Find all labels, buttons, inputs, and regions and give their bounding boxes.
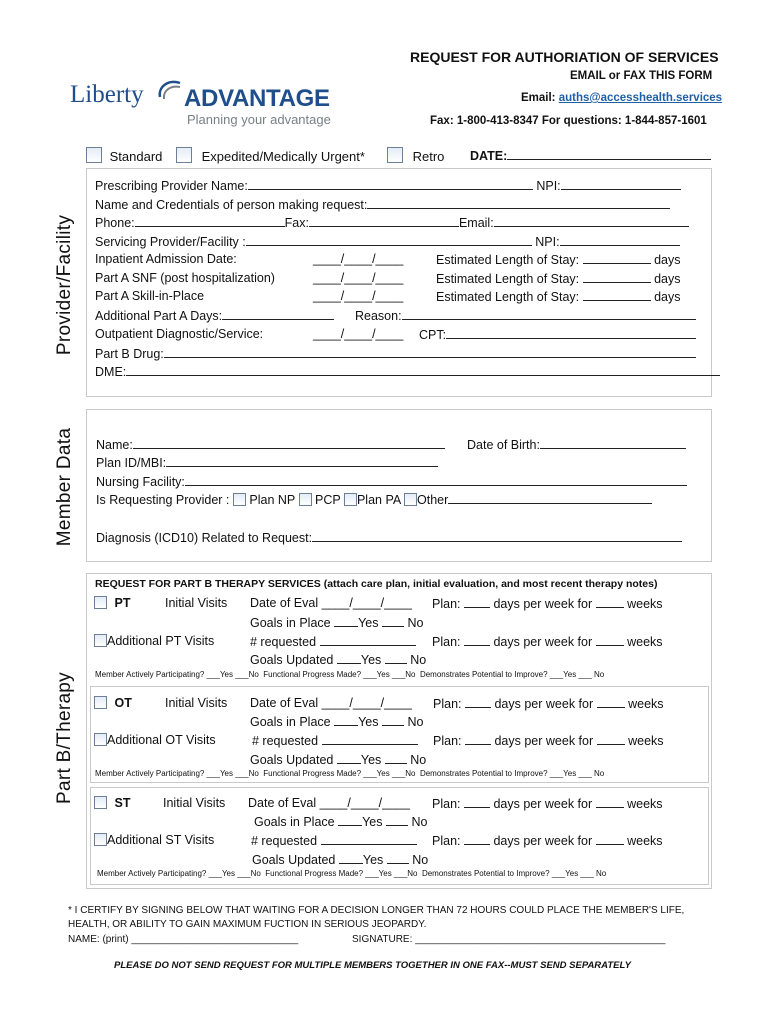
inpatient-label: Inpatient Admission Date: — [95, 252, 237, 266]
days-input[interactable] — [464, 833, 490, 845]
st-code: ST — [114, 796, 131, 810]
ot-additional-row — [94, 733, 216, 748]
prescribing-provider-label: Prescribing Provider Name: — [95, 179, 248, 193]
section-label-provider: Provider/Facility — [54, 214, 75, 356]
date-input[interactable] — [507, 148, 711, 160]
goals-yes-input[interactable] — [338, 814, 362, 826]
weeks-label: weeks — [627, 597, 663, 611]
goals-in-place-label: Goals in Place — [250, 616, 331, 630]
days-per-week-label: days per week for — [493, 834, 593, 848]
name-print-field[interactable]: NAME: (print) ______________________________ — [68, 934, 299, 945]
days-per-week-label: days per week for — [493, 597, 593, 611]
expedited-option — [176, 147, 365, 164]
ot-plan-row-2 — [433, 733, 664, 749]
outpatient-label: Outpatient Diagnostic/Service: — [95, 327, 264, 341]
participating-label: Member Actively Participating? ___Yes ___No — [97, 869, 261, 878]
plan-label: Plan: — [432, 635, 461, 649]
yes-label: Yes — [358, 616, 379, 630]
days-per-week-label: days per week for — [493, 635, 593, 649]
skill-date-input[interactable]: ____/____/____ — [313, 289, 404, 303]
diagnosis-row — [96, 530, 682, 546]
weeks-label: weeks — [627, 635, 663, 649]
date-field — [470, 148, 711, 163]
standard-checkbox[interactable] — [86, 147, 102, 163]
pt-checkbox[interactable] — [94, 596, 107, 609]
other-input[interactable] — [448, 492, 652, 504]
weeks-input[interactable] — [596, 634, 624, 646]
dme-input[interactable] — [126, 364, 720, 376]
reason-label: Reason: — [355, 309, 402, 323]
other-checkbox[interactable] — [404, 493, 417, 506]
member-name-row — [96, 437, 445, 453]
yes-label: Yes — [362, 853, 384, 867]
certify-line-2: HEALTH, OR ABILITY TO GAIN MAXIMUM FUCTION IN SERIOUS JEOPARDY. — [68, 919, 427, 930]
potential-label: Demonstrates Potential to Improve? ___Yes ___ No — [419, 769, 605, 778]
requesting-provider-row — [96, 492, 652, 508]
other-label: Other — [417, 493, 449, 507]
requested-input[interactable] — [320, 634, 416, 646]
weeks-label: weeks — [628, 697, 664, 711]
progress-label: Functional Progress Made? ___Yes ___No — [265, 869, 418, 878]
yes-label: Yes — [360, 753, 382, 767]
st-additional-checkbox[interactable] — [94, 833, 107, 846]
los-input[interactable] — [583, 289, 651, 301]
expedited-label: Expedited/Medically Urgent* — [201, 149, 365, 164]
weeks-input[interactable] — [597, 696, 625, 708]
retro-option — [387, 147, 444, 164]
name-credentials-label: Name and Credentials of person making request: — [95, 198, 368, 212]
potential-label: Demonstrates Potential to Improve? ___Yes ___ No — [419, 670, 605, 679]
pt-additional-checkbox[interactable] — [94, 634, 107, 647]
plan-label: Plan: — [432, 597, 461, 611]
st-additional-label: Additional ST Visits — [107, 833, 215, 847]
snf-label: Part A SNF (post hospitalization) — [95, 271, 275, 285]
requested-input[interactable] — [322, 733, 418, 745]
plan-id-row — [96, 455, 438, 471]
st-row-initial — [94, 796, 130, 811]
pt-row-initial — [94, 596, 130, 611]
yes-label: Yes — [358, 715, 379, 729]
requested-label: # requested — [250, 635, 317, 649]
goals-in-place-label: Goals in Place — [250, 715, 331, 729]
logo-swoosh-icon — [156, 77, 184, 105]
weeks-label: weeks — [627, 834, 663, 848]
cpt-row — [419, 327, 696, 343]
st-initial-visits-label: Initial Visits — [163, 796, 226, 810]
ot-goals-place-row — [250, 714, 423, 730]
st-checkbox[interactable] — [94, 796, 107, 809]
no-label: No — [411, 815, 428, 829]
weeks-label: weeks — [628, 734, 664, 748]
no-label: No — [407, 616, 424, 630]
weeks-input[interactable] — [596, 833, 624, 845]
name-credentials-input[interactable] — [367, 197, 670, 209]
certify-line-1: * I CERTIFY BY SIGNING BELOW THAT WAITING FOR A DECISION LONGER THAN 72 HOURS COULD PLACE THE MEMBER'S LIFE, — [68, 905, 685, 916]
phone-input[interactable] — [135, 215, 285, 227]
email-fax-instruction: EMAIL or FAX THIS FORM — [570, 70, 713, 82]
no-label: No — [410, 753, 427, 767]
days-per-week-label: days per week for — [494, 734, 594, 748]
plan-id-label: Plan ID/MBI: — [96, 456, 167, 470]
ot-checkbox[interactable] — [94, 696, 107, 709]
signature-field[interactable]: SIGNATURE: _____________________________________________ — [352, 934, 666, 945]
fax-line: Fax: 1-800-413-8347 For questions: 1-844-857-1601 — [430, 115, 707, 127]
section-label-member: Member Data — [54, 427, 75, 547]
pcp-label: PCP — [314, 493, 341, 507]
days-label: days — [654, 290, 681, 304]
skill-in-place-label: Part A Skill-in-Place — [95, 289, 205, 303]
los-row-3 — [436, 289, 681, 305]
updated-yes-input[interactable] — [337, 752, 361, 764]
reason-input[interactable] — [402, 308, 696, 320]
snf-date-input[interactable]: ____/____/____ — [313, 271, 404, 285]
additional-days-input[interactable] — [222, 308, 334, 320]
goals-updated-label: Goals Updated — [252, 853, 336, 867]
los-input[interactable] — [583, 252, 651, 264]
eval-label: Date of Eval — [248, 796, 317, 810]
ot-requested-row — [252, 733, 418, 749]
st-plan-row-2 — [432, 833, 663, 849]
retro-checkbox[interactable] — [387, 147, 403, 163]
yes-label: Yes — [362, 815, 383, 829]
days-input[interactable] — [464, 634, 490, 646]
standard-label: Standard — [109, 149, 163, 164]
phone-label: Phone: — [95, 216, 135, 230]
no-label: No — [407, 715, 424, 729]
los-label: Estimated Length of Stay: — [436, 290, 580, 304]
goals-updated-label: Goals Updated — [250, 753, 334, 767]
participating-label: Member Actively Participating? ___Yes ___No — [95, 670, 259, 679]
npi-label: NPI: — [536, 179, 561, 193]
updated-no-input[interactable] — [387, 852, 409, 864]
prescribing-provider-row — [95, 178, 681, 194]
plan-id-input[interactable] — [166, 455, 438, 467]
updated-no-input[interactable] — [385, 652, 407, 664]
email-input[interactable] — [494, 215, 689, 227]
plan-pa-label: Plan PA — [356, 493, 401, 507]
therapy-heading: REQUEST FOR PART B THERAPY SERVICES (attach care plan, initial evaluation, and most recent therapy notes) — [95, 578, 658, 590]
ot-plan-row — [433, 696, 664, 712]
liberty-advantage-logo — [70, 81, 331, 127]
diagnosis-input[interactable] — [312, 530, 682, 542]
ot-eval-row — [250, 696, 412, 711]
yes-label: Yes — [360, 653, 382, 667]
additional-days-label: Additional Part A Days: — [95, 309, 223, 323]
days-label: days — [654, 272, 681, 286]
eval-label: Date of Eval — [250, 596, 319, 610]
st-plan-row — [432, 796, 663, 812]
days-input[interactable] — [464, 796, 490, 808]
no-label: No — [412, 853, 429, 867]
dob-label: Date of Birth: — [467, 438, 540, 452]
pt-plan-row-2 — [432, 634, 663, 650]
pt-additional-label: Additional PT Visits — [107, 634, 215, 648]
date-label: DATE: — [470, 149, 508, 163]
st-goals-place-row — [254, 814, 427, 830]
weeks-label: weeks — [627, 797, 663, 811]
logo-word-liberty: Liberty — [70, 81, 144, 108]
plan-label: Plan: — [433, 697, 462, 711]
dme-label: DME: — [95, 365, 127, 379]
requested-input[interactable] — [321, 833, 417, 845]
email-link[interactable]: auths@accesshealth.services — [558, 92, 723, 104]
plan-np-label: Plan NP — [249, 493, 296, 507]
servicing-provider-label: Servicing Provider/Facility : — [95, 235, 246, 249]
weeks-input[interactable] — [597, 733, 625, 745]
days-label: days — [654, 253, 681, 267]
multiple-members-warning: PLEASE DO NOT SEND REQUEST FOR MULTIPLE MEMBERS TOGETHER IN ONE FAX--MUST SEND SEPARATELY — [114, 960, 631, 971]
st-requested-row — [251, 833, 417, 849]
section-label-therapy: Part B/Therapy — [54, 672, 75, 804]
email-label: Email: — [521, 92, 556, 104]
progress-label: Functional Progress Made? ___Yes ___No — [263, 670, 416, 679]
pt-code: PT — [114, 596, 131, 610]
servicing-provider-row — [95, 234, 680, 250]
pt-eval-row — [250, 596, 412, 611]
weeks-input[interactable] — [596, 796, 624, 808]
ot-status-row — [95, 769, 604, 779]
los-input[interactable] — [583, 271, 651, 283]
eval-date-input[interactable]: ____/____/____ — [319, 796, 410, 810]
requested-label: # requested — [252, 734, 319, 748]
nursing-facility-input[interactable] — [185, 474, 687, 486]
partb-drug-row — [95, 346, 696, 362]
no-label: No — [410, 653, 427, 667]
fax-input[interactable] — [309, 215, 459, 227]
logo-tagline: Planning your advantage — [187, 112, 331, 127]
partb-drug-input[interactable] — [164, 346, 696, 358]
pt-plan-row — [432, 596, 663, 612]
email-label-provider: Email: — [458, 216, 494, 230]
eval-date-input[interactable]: ____/____/____ — [321, 596, 412, 610]
request-type-row — [86, 147, 162, 164]
nursing-facility-row — [96, 474, 687, 490]
eval-date-input[interactable]: ____/____/____ — [321, 696, 412, 710]
outpatient-date-input[interactable]: ____/____/____ — [313, 327, 404, 341]
requested-label: # requested — [251, 834, 318, 848]
pt-goals-place-row — [250, 615, 423, 631]
member-name-label: Name: — [96, 438, 133, 452]
los-label: Estimated Length of Stay: — [436, 253, 580, 267]
plan-label: Plan: — [432, 797, 461, 811]
logo-word-advantage: ADVANTAGE — [184, 85, 330, 112]
st-status-row — [97, 869, 606, 879]
nursing-facility-label: Nursing Facility: — [96, 475, 185, 489]
eval-label: Date of Eval — [250, 696, 319, 710]
pt-initial-visits-label: Initial Visits — [165, 596, 228, 610]
dob-input[interactable] — [540, 437, 686, 449]
npi-input[interactable] — [561, 178, 681, 190]
expedited-checkbox[interactable] — [176, 147, 192, 163]
retro-label: Retro — [412, 149, 445, 164]
pt-additional-row — [94, 634, 214, 649]
pt-requested-row — [250, 634, 416, 650]
pt-status-row — [95, 670, 604, 680]
phone-fax-email-row — [95, 215, 689, 231]
goals-no-input[interactable] — [386, 814, 408, 826]
diagnosis-label: Diagnosis (ICD10) Related to Request: — [96, 531, 313, 545]
potential-label: Demonstrates Potential to Improve? ___Yes ___ No — [421, 869, 607, 878]
st-additional-row — [94, 833, 214, 848]
goals-yes-input[interactable] — [334, 714, 358, 726]
updated-yes-input[interactable] — [337, 652, 361, 664]
requesting-provider-label: Is Requesting Provider : — [96, 493, 230, 507]
dob-row — [467, 437, 686, 453]
ot-additional-label: Additional OT Visits — [107, 733, 216, 747]
los-label: Estimated Length of Stay: — [436, 272, 580, 286]
servicing-provider-input[interactable] — [246, 234, 532, 246]
prescribing-provider-input[interactable] — [248, 178, 533, 190]
days-input[interactable] — [465, 696, 491, 708]
los-row-1 — [436, 252, 681, 268]
partb-drug-label: Part B Drug: — [95, 347, 164, 361]
inpatient-date-input[interactable]: ____/____/____ — [313, 252, 404, 266]
plan-label: Plan: — [433, 734, 462, 748]
cpt-input[interactable] — [446, 327, 696, 339]
servicing-npi-label: NPI: — [535, 235, 560, 249]
goals-no-input[interactable] — [382, 714, 404, 726]
servicing-npi-input[interactable] — [560, 234, 680, 246]
st-goals-updated-row — [252, 852, 428, 868]
form-title: REQUEST FOR AUTHORIATION OF SERVICES — [410, 49, 719, 65]
name-credentials-row — [95, 197, 670, 213]
additional-days-row — [95, 308, 334, 324]
days-per-week-label: days per week for — [494, 697, 594, 711]
updated-no-input[interactable] — [385, 752, 407, 764]
updated-yes-input[interactable] — [339, 852, 363, 864]
cpt-label: CPT: — [419, 328, 447, 342]
goals-updated-label: Goals Updated — [250, 653, 334, 667]
plan-pa-checkbox[interactable] — [344, 493, 357, 506]
ot-goals-updated-row — [250, 752, 426, 768]
reason-row — [355, 308, 696, 324]
ot-code: OT — [114, 696, 132, 710]
goals-in-place-label: Goals in Place — [254, 815, 335, 829]
participating-label: Member Actively Participating? ___Yes ___No — [95, 769, 259, 778]
days-input[interactable] — [465, 733, 491, 745]
progress-label: Functional Progress Made? ___Yes ___No — [263, 769, 416, 778]
los-row-2 — [436, 271, 681, 287]
ot-row-initial — [94, 696, 132, 711]
days-input[interactable] — [464, 596, 490, 608]
ot-additional-checkbox[interactable] — [94, 733, 107, 746]
goals-no-input[interactable] — [382, 615, 404, 627]
plan-label: Plan: — [432, 834, 461, 848]
st-eval-row — [248, 796, 410, 811]
email-line — [521, 92, 722, 104]
plan-np-checkbox[interactable] — [233, 493, 246, 506]
ot-initial-visits-label: Initial Visits — [165, 696, 228, 710]
member-name-input[interactable] — [133, 437, 445, 449]
goals-yes-input[interactable] — [334, 615, 358, 627]
days-per-week-label: days per week for — [493, 797, 593, 811]
pcp-checkbox[interactable] — [299, 493, 312, 506]
dme-row — [95, 364, 720, 380]
weeks-input[interactable] — [596, 596, 624, 608]
fax-label: Fax: — [284, 216, 309, 230]
pt-goals-updated-row — [250, 652, 426, 668]
